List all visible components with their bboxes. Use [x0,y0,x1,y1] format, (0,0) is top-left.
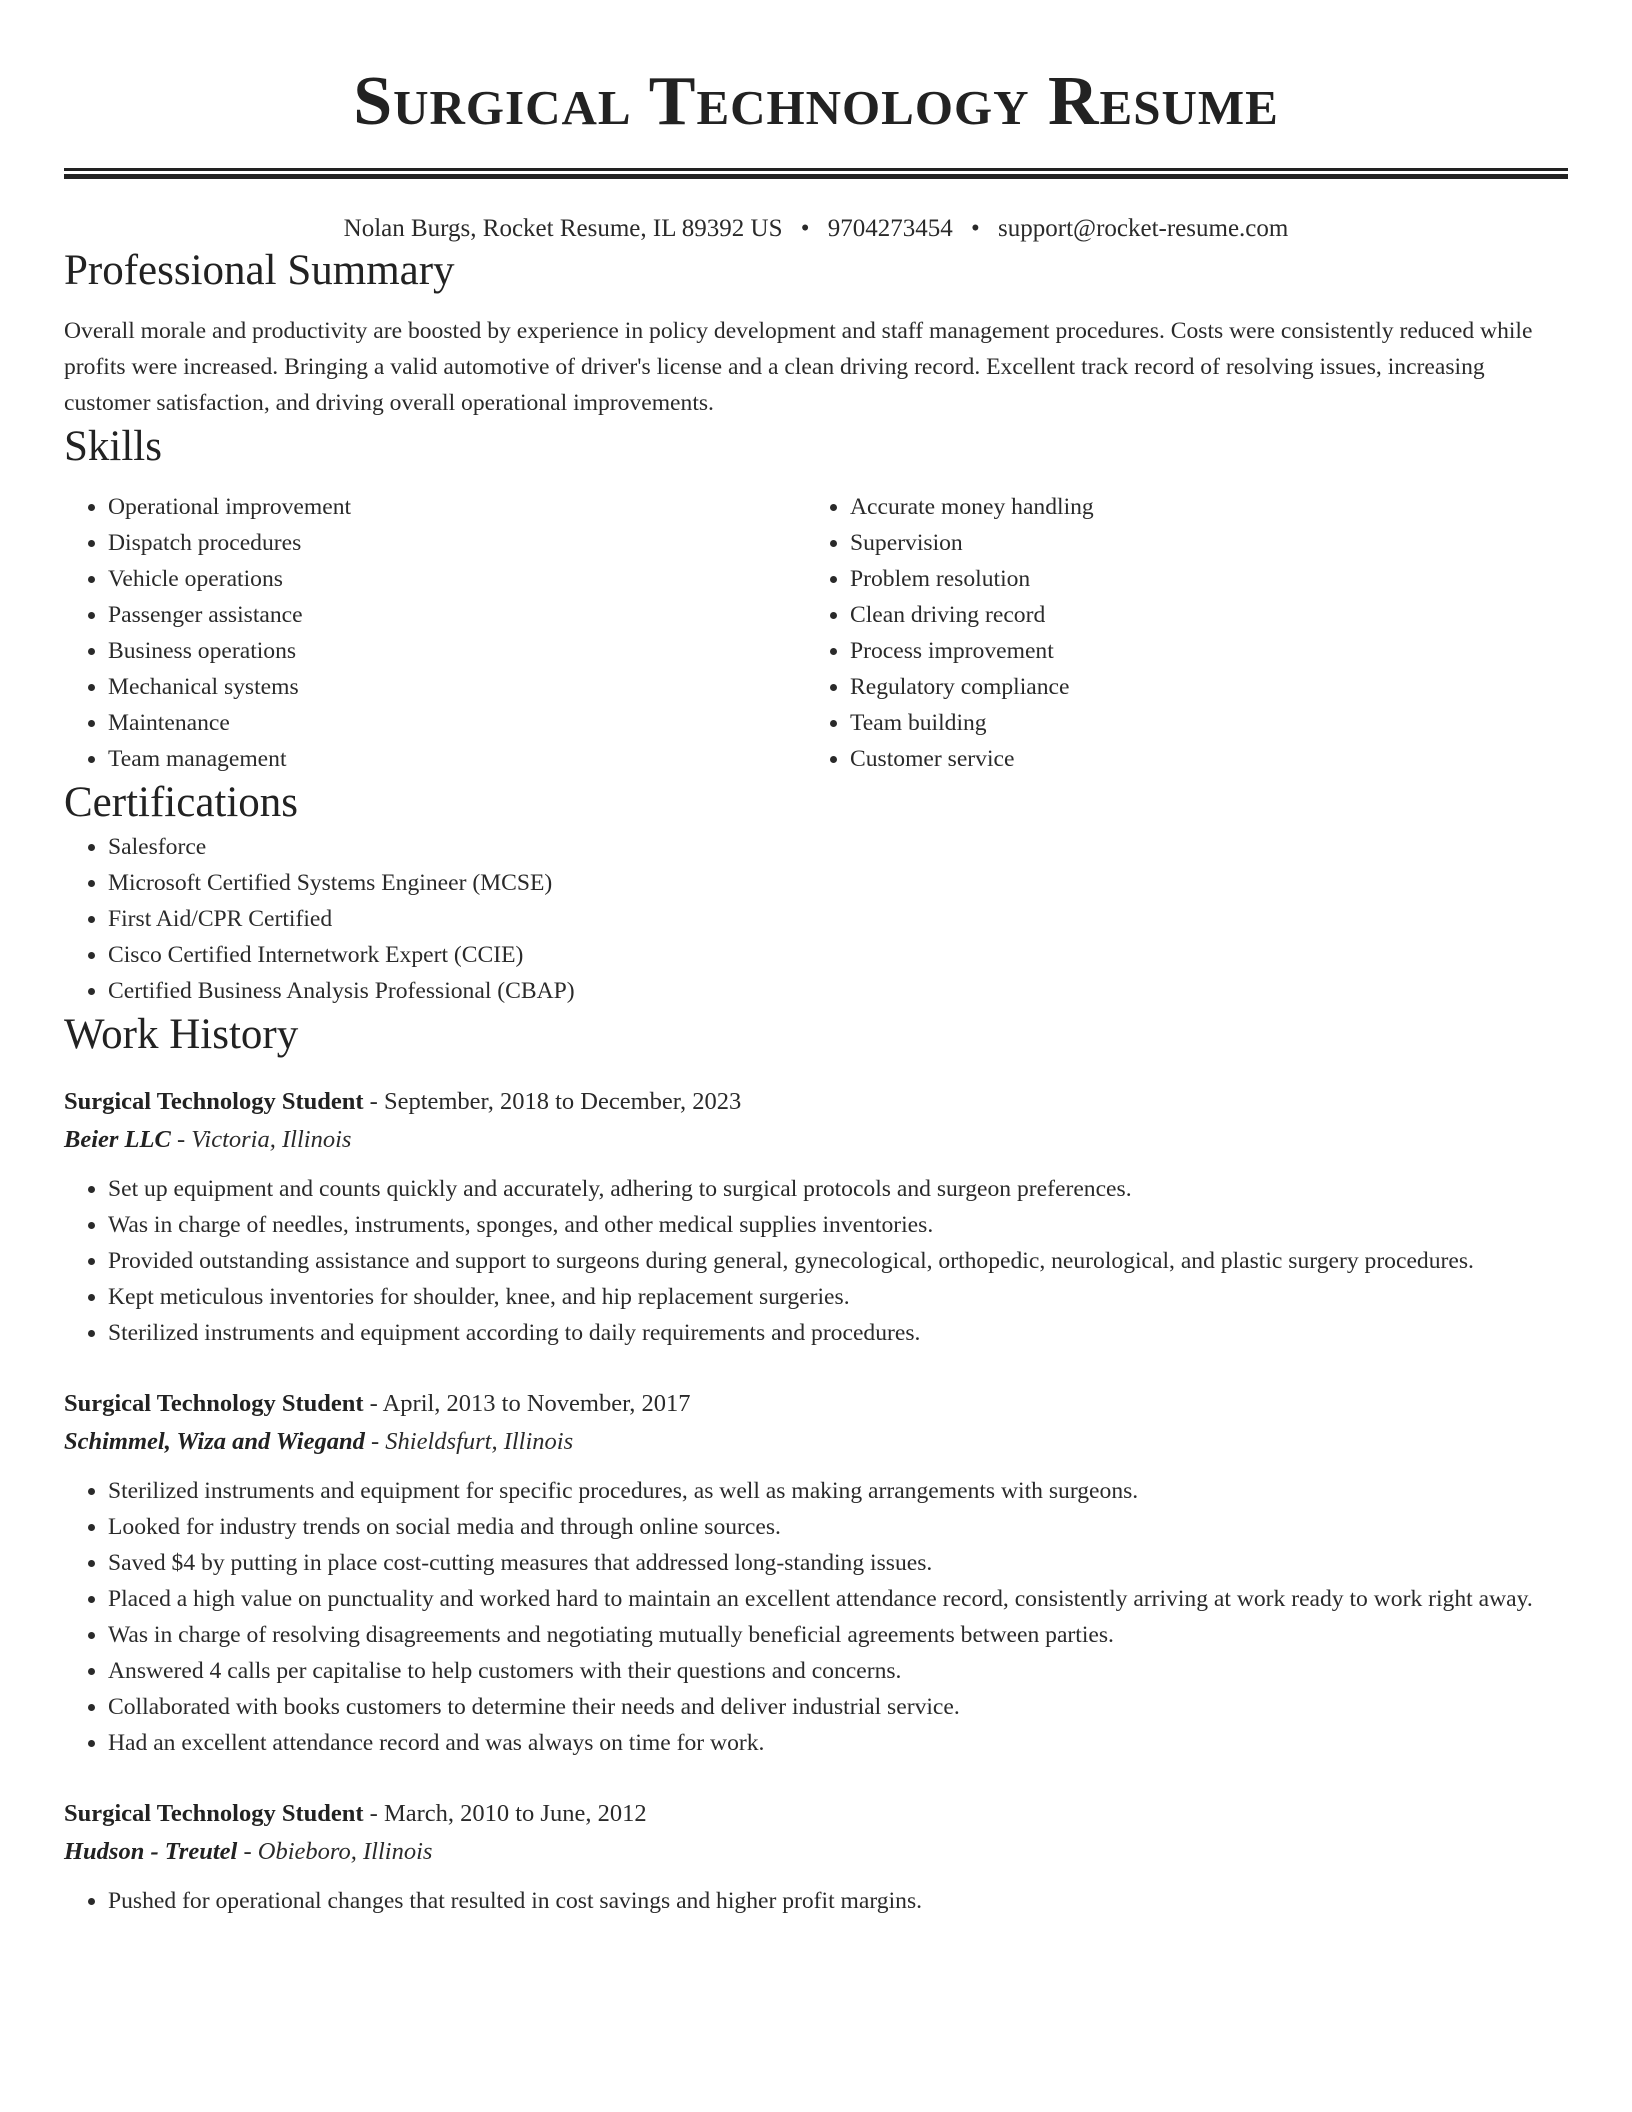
skills-grid [64,489,1568,777]
job-duty-item: • Sterilized instruments and equipment according to daily requirements and procedures. [108,1315,1568,1351]
skill-item: • Clean driving record [850,597,1548,633]
contact-address: Nolan Burgs, Rocket Resume, IL 89392 US [343,215,783,242]
job-company-line [64,1121,1568,1159]
skill-item: • Business operations [108,633,806,669]
job-title-line [64,1385,1568,1423]
job-dash: - [243,1838,252,1865]
work-history-heading: Work History [64,1011,299,1058]
contact-phone: 9704273454 [827,215,953,242]
summary-heading: Professional Summary [64,247,455,294]
certification-item: • Certified Business Analysis Professional (CBAP) [108,973,1568,1009]
job-entry [64,1083,1568,1351]
job-role: Surgical Technology Student [64,1088,364,1115]
job-company: Beier LLC [64,1126,171,1153]
skills-column-right [806,489,1548,777]
job-duty-item: • Looked for industry trends on social media and through online sources. [108,1509,1568,1545]
job-duty-item: • Saved $4 by putting in place cost-cutting measures that addressed long-standing issues. [108,1545,1568,1581]
job-dash: - [369,1800,378,1827]
skill-item: • Operational improvement [108,489,806,525]
certification-item: • Cisco Certified Internetwork Expert (CCIE) [108,937,1568,973]
resume-title: Surgical Technology Resume [353,63,1279,140]
job-duty-item: • Pushed for operational changes that resulted in cost savings and higher profit margins. [108,1883,1568,1919]
certification-item: • First Aid/CPR Certified [108,901,1568,937]
skill-item: • Maintenance [108,705,806,741]
skill-item: • Process improvement [850,633,1548,669]
contact-separator: • [800,215,810,242]
skill-item: • Passenger assistance [108,597,806,633]
job-title-line [64,1083,1568,1121]
skill-item: • Vehicle operations [108,561,806,597]
job-dates: March, 2010 to June, 2012 [383,1800,647,1827]
job-duty-item: • Kept meticulous inventories for shoulder, knee, and hip replacement surgeries. [108,1279,1568,1315]
contact-line [64,213,1568,245]
job-dash: - [369,1088,378,1115]
job-role: Surgical Technology Student [64,1390,364,1417]
job-entry [64,1795,1568,1919]
job-duties-list [64,1473,1568,1761]
work-history-section [64,1009,1568,1919]
certifications-list [64,829,1568,1009]
skill-item: • Accurate money handling [850,489,1548,525]
job-role: Surgical Technology Student [64,1800,364,1827]
skill-item: • Problem resolution [850,561,1548,597]
job-entry [64,1385,1568,1761]
job-dash: - [176,1126,186,1153]
job-dash: - [369,1390,378,1417]
skill-item: • Customer service [850,741,1548,777]
job-duty-item: • Sterilized instruments and equipment for specific procedures, as well as making arrangements with surgeons. [108,1473,1568,1509]
job-duty-item: • Was in charge of needles, instruments, sponges, and other medical supplies inventories. [108,1207,1568,1243]
job-duty-item: • Was in charge of resolving disagreements and negotiating mutually beneficial agreements between parties. [108,1617,1568,1653]
job-location: Shieldsfurt, Illinois [385,1428,574,1455]
skill-item: • Regulatory compliance [850,669,1548,705]
skills-list-right [806,489,1548,777]
job-title-line [64,1795,1568,1833]
skill-item: • Dispatch procedures [108,525,806,561]
job-company-line [64,1833,1568,1871]
certification-item: • Salesforce [108,829,1568,865]
skill-item: • Supervision [850,525,1548,561]
job-duty-item: • Had an excellent attendance record and was always on time for work. [108,1725,1568,1761]
certifications-section [64,777,1568,1009]
job-dash: - [371,1428,380,1455]
summary-text: Overall morale and productivity are boosted by experience in policy development and staff management procedures. Costs were consistently reduced while profits were increased. Bringing a valid automotive of driver's license and a clean driving record. Excellent track record of resolving issues, increasing customer satisfaction, and driving overall operational improvements. [64,318,1533,416]
summary-section [64,245,1568,421]
skill-item: • Team building [850,705,1548,741]
job-duty-item: • Answered 4 calls per capitalise to help customers with their questions and concerns. [108,1653,1568,1689]
title-divider [64,168,1568,179]
job-dates: April, 2013 to November, 2017 [382,1390,691,1417]
skill-item: • Team management [108,741,806,777]
job-duty-item: • Provided outstanding assistance and support to surgeons during general, gynecological, orthopedic, neurological, and plastic surgery procedures. [108,1243,1568,1279]
skills-list-left [64,489,806,777]
contact-email: support@rocket-resume.com [998,215,1289,242]
job-duties-list [64,1171,1568,1351]
job-duty-item: • Collaborated with books customers to determine their needs and deliver industrial service. [108,1689,1568,1725]
job-duty-item: • Placed a high value on punctuality and worked hard to maintain an excellent attendance record, consistently arriving at work ready to work right away. [108,1581,1568,1617]
certifications-heading: Certifications [64,779,299,826]
certification-item: • Microsoft Certified Systems Engineer (MCSE) [108,865,1568,901]
job-company-line [64,1423,1568,1461]
job-dates: September, 2018 to December, 2023 [383,1088,742,1115]
skill-item: • Mechanical systems [108,669,806,705]
skills-column-left [64,489,806,777]
contact-separator: • [971,215,980,242]
skills-section [64,421,1568,777]
job-location: Obieboro, Illinois [257,1838,433,1865]
job-company: Hudson - Treutel [64,1838,238,1865]
skills-heading: Skills [64,423,162,470]
job-duty-item: • Set up equipment and counts quickly and accurately, adhering to surgical protocols and surgeon preferences. [108,1171,1568,1207]
job-company: Schimmel, Wiza and Wiegand [64,1428,365,1455]
job-duties-list [64,1883,1568,1919]
job-location: Victoria, Illinois [191,1126,352,1153]
